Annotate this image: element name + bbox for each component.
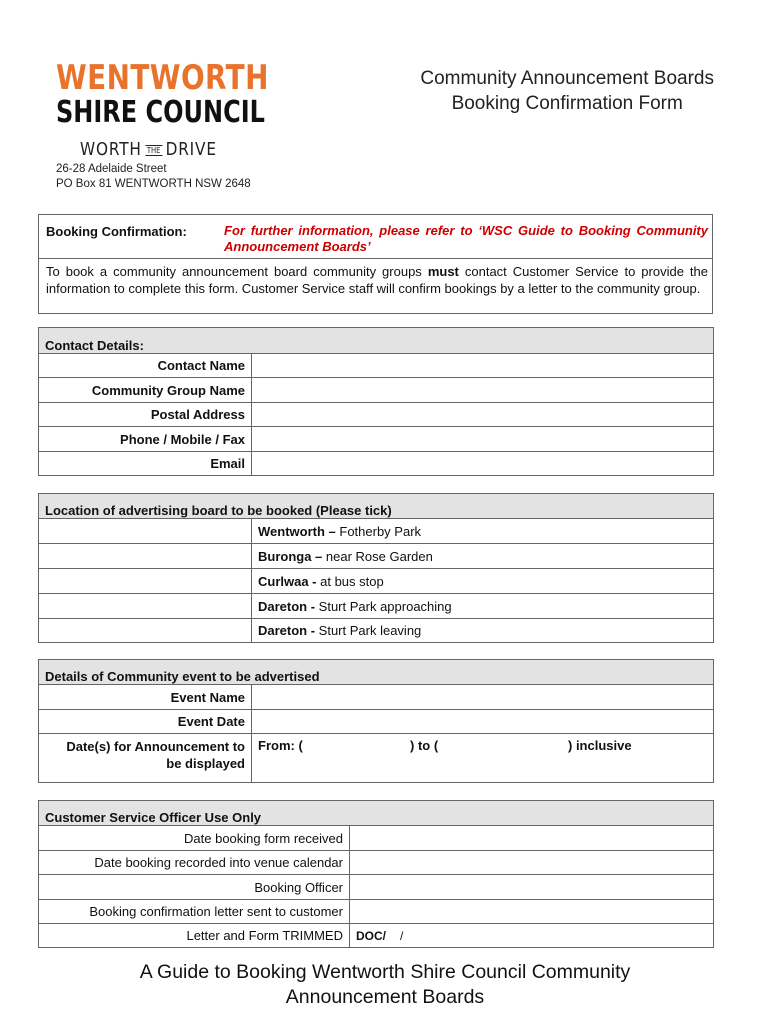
tick-box-dareton-leaving[interactable] [39,619,252,643]
tick-box-buronga[interactable] [39,544,252,569]
location-name: Wentworth – [258,523,336,539]
location-row [39,594,714,619]
location-option-buronga [252,544,714,569]
announcement-dates-label [39,734,252,783]
guide-title [0,960,770,1010]
office-row [39,875,714,900]
office-row [39,900,714,924]
logo-tag-worth: WORTH [80,139,142,160]
location-detail: Sturt Park approaching [315,598,452,614]
location-option-dareton-leaving [252,619,714,643]
phone-field[interactable] [252,427,714,452]
inclusive-label: ) inclusive [568,738,632,753]
office-row [39,851,714,875]
announcement-dates-label-line1: Date(s) for Announcement to [66,739,245,754]
booking-confirmation-label: Booking Confirmation: [46,224,187,239]
office-row [39,924,714,948]
event-row [39,734,714,783]
trimmed-label: Letter and Form TRIMMED [39,924,350,948]
booking-officer-label: Booking Officer [39,875,350,900]
location-table [38,493,714,643]
contact-details-table [38,327,714,476]
contact-name-label: Contact Name [39,354,252,378]
contact-row [39,427,714,452]
email-field[interactable] [252,452,714,476]
event-details-table [38,659,714,783]
event-date-field[interactable] [252,710,714,734]
date-received-label: Date booking form received [39,826,350,851]
location-row [39,619,714,643]
location-detail: Fotherby Park [335,523,422,539]
tick-box-dareton-approaching[interactable] [39,594,252,619]
office-header-row [39,801,714,826]
location-option-wentworth [252,519,714,544]
contact-row [39,354,714,378]
location-option-curlwaa [252,569,714,594]
event-date-label: Event Date [39,710,252,734]
event-name-field[interactable] [252,685,714,710]
location-detail: at bus stop [316,573,384,589]
event-header-row [39,660,714,685]
guide-reference-note: For further information, please refer to ‘WSC Guide to Booking Community Announcement Boards’ [224,223,708,254]
trimmed-doc-field[interactable] [350,924,714,948]
contact-row [39,403,714,427]
instructions-must: must [427,264,459,279]
address-street: 26-28 Adelaide Street [56,163,167,175]
phone-label: Phone / Mobile / Fax [39,427,252,452]
location-row [39,569,714,594]
contact-heading: Contact Details: [39,328,714,354]
postal-address-field[interactable] [252,403,714,427]
location-name: Buronga – [258,548,323,564]
location-name: Curlwaa - [258,573,317,589]
office-row [39,826,714,851]
logo-tag-the: THE [146,145,161,155]
doc-slash: / [400,928,404,943]
postal-address-label: Postal Address [39,403,252,427]
location-name: Dareton - [258,598,316,614]
office-heading: Customer Service Officer Use Only [39,801,714,826]
instructions-text-2: contact Customer Service to provide the information to complete this form. Customer Service staff will confirm bookings by a letter to the community group. [46,264,708,296]
location-heading: Location of advertising board to be booked (Please tick) [39,494,714,519]
location-header-row [39,494,714,519]
tick-box-wentworth[interactable] [39,519,252,544]
contact-name-field[interactable] [252,354,714,378]
letter-sent-field[interactable] [350,900,714,924]
guide-title-line2: Announcement Boards [285,986,485,1008]
location-detail: near Rose Garden [322,548,433,564]
booking-officer-field[interactable] [350,875,714,900]
from-label: From: ( [258,738,303,753]
council-address [56,162,251,192]
address-po-box: PO Box 81 WENTWORTH NSW 2648 [56,178,251,190]
community-group-name-field[interactable] [252,378,714,403]
logo-tagline [80,139,217,160]
location-name: Dareton - [258,623,316,638]
location-row [39,519,714,544]
location-row [39,544,714,569]
date-recorded-label: Date booking recorded into venue calendar [39,851,350,875]
form-title [420,66,714,116]
letter-sent-label: Booking confirmation letter sent to customer [39,900,350,924]
contact-row [39,452,714,476]
date-recorded-field[interactable] [350,851,714,875]
location-option-dareton-approaching [252,594,714,619]
to-label: ) to ( [410,738,439,753]
logo-wentworth: WENTWORTH [56,58,269,98]
contact-row [39,378,714,403]
form-title-line2: Booking Confirmation Form [451,93,683,114]
doc-prefix: DOC/ [356,928,386,943]
office-use-table [38,800,714,948]
logo-shire-council: SHIRE COUNCIL [56,95,265,130]
event-heading: Details of Community event to be advertised [39,660,714,685]
announcement-dates-field[interactable] [252,734,714,783]
date-received-field[interactable] [350,826,714,851]
event-row [39,685,714,710]
community-group-name-label: Community Group Name [39,378,252,403]
form-title-line1: Community Announcement Boards [420,68,714,89]
event-name-label: Event Name [39,685,252,710]
tick-box-curlwaa[interactable] [39,569,252,594]
announcement-dates-label-line2: be displayed [166,756,245,771]
guide-title-line1: A Guide to Booking Wentworth Shire Council Community [139,961,631,983]
email-label: Email [39,452,252,476]
instructions-text-1: To book a community announcement board community groups [46,264,428,279]
logo-tag-drive: DRIVE [165,139,217,160]
event-row [39,710,714,734]
booking-instructions [46,263,708,297]
location-detail: Sturt Park leaving [315,623,422,638]
contact-header-row [39,328,714,354]
